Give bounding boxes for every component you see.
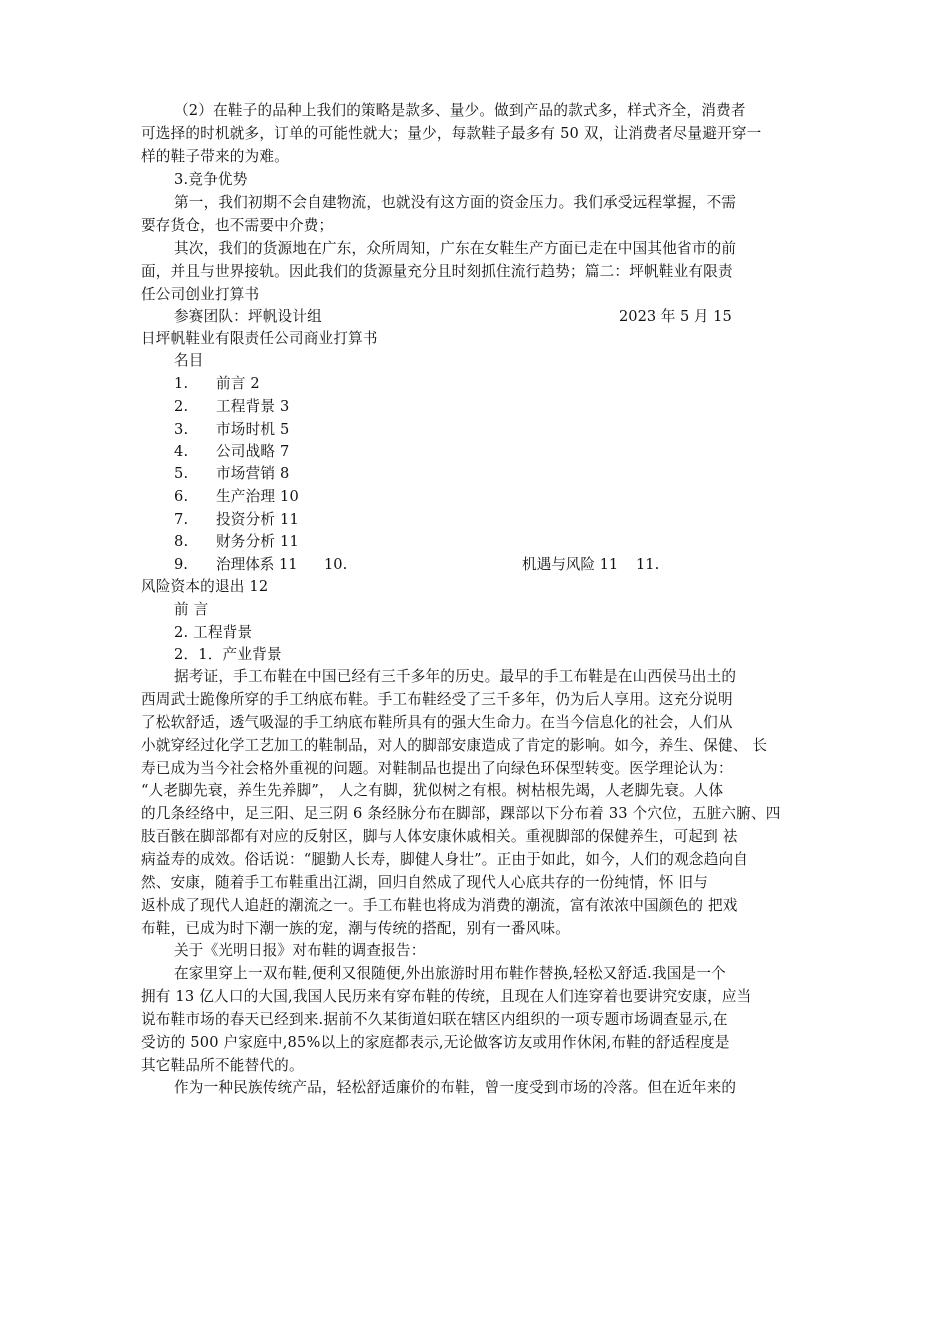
toc-item	[174, 486, 844, 508]
text-line: 布鞋，已成为时下潮一族的宠，潮与传统的搭配，别有一番风味。	[141, 920, 571, 937]
text-line: （2）在鞋子的品种上我们的策略是款多、量少。做到产品的款式多，样式齐全，消费者	[174, 102, 746, 119]
text-line: 第一，我们初期不会自建物流，也就没有这方面的资金压力。我们承受远程掌握，不需	[174, 194, 737, 211]
toc-number: 4.	[174, 443, 189, 460]
text-line: 然、安康，随着手工布鞋重出江湖，回归自然成了现代人心底共存的一份纯情，怀 旧与	[141, 874, 709, 891]
toc-number: 10.	[324, 556, 348, 573]
toc-label: 风险资本的退出 12	[141, 578, 269, 595]
toc-label: 治理体系 11	[216, 556, 298, 573]
toc-number: 6.	[174, 488, 189, 505]
section-heading: 2. 工程背景	[174, 624, 253, 641]
toc-number: 8.	[174, 533, 189, 550]
preface-heading: 前 言	[174, 601, 209, 618]
subsection-heading: 2．1．产业背景	[174, 646, 282, 663]
toc-number: 9.	[174, 556, 188, 573]
text-line: 要存货仓，也不需要中介费；	[141, 217, 334, 234]
toc-number: 11.	[636, 556, 660, 573]
text-line: 肢百骸在脚部都有对应的反射区，脚与人体安康休戚相关。重视脚部的保健养生，可起到 祛	[141, 828, 738, 845]
text-line: 作为一种民族传统产品，轻松舒适廉价的布鞋，曾一度受到市场的冷落。但在近年来的	[174, 1079, 737, 1096]
text-line: 的几条经络中，足三阳、足三阴 6 条经脉分布在脚部，踝部以下分布着 33 个穴位，五脏六腑、四	[141, 805, 781, 822]
text-line: “人老脚先衰，养生先养脚”， 人之有脚，犹似树之有根。树枯根先竭，人老脚先衰。人体	[141, 782, 724, 799]
toc-label: 财务分析 11	[216, 533, 299, 550]
doc-title-line: 日坪帆鞋业有限责任公司商业打算书	[141, 330, 378, 347]
toc-item	[174, 396, 844, 418]
text-line: 小就穿经过化学工艺加工的鞋制品，对人的脚部安康造成了肯定的影响。如今，养生、保健、 长	[141, 737, 768, 754]
date-text: 2023 年 5 月 15	[619, 308, 732, 325]
text-line: 任公司创业打算书	[141, 286, 260, 303]
toc-label: 机遇与风险 11	[522, 556, 619, 573]
toc-label: 生产治理 10	[216, 488, 299, 505]
section-heading: 3.竞争优势	[174, 171, 248, 188]
toc-label: 市场营销 8	[216, 465, 290, 482]
text-line: 寿已成为当今社会格外重视的问题。对鞋制品也提出了向绿色环保型转变。医学理论认为：	[141, 760, 733, 777]
toc-number: 5.	[174, 465, 189, 482]
report-heading: 关于《光明日报》对布鞋的调查报告：	[174, 942, 426, 959]
toc-number: 3.	[174, 421, 189, 438]
toc-label: 市场时机 5	[216, 421, 290, 438]
toc-item	[174, 441, 844, 463]
toc-item	[174, 509, 844, 531]
text-line: 返朴成了现代人追赶的潮流之一。手工布鞋也将成为消费的潮流，富有浓浓中国颜色的 把戏	[141, 897, 738, 914]
toc-number: 7.	[174, 511, 189, 528]
text-line: 据考证，手工布鞋在中国已经有三千多年的历史。最早的手工布鞋是在山西侯马出土的	[174, 668, 737, 685]
toc-label: 前言 2	[216, 375, 260, 392]
toc-heading: 名目	[174, 352, 204, 369]
toc-number: 1.	[174, 375, 189, 392]
toc-label: 公司战略 7	[216, 443, 290, 460]
text-line: 西周武士跪像所穿的手工纳底布鞋。手工布鞋经受了三千多年，仍为后人享用。这充分说明	[141, 691, 733, 708]
text-line: 了松软舒适，透气吸湿的手工纳底布鞋所具有的强大生命力。在当今信息化的社会，人们从	[141, 714, 733, 731]
toc-item	[174, 463, 844, 485]
toc-label: 工程背景 3	[216, 398, 290, 415]
text-line: 拥有 13 亿人口的大国,我国人民历来有穿布鞋的传统，且现在人们连穿着也要讲究安康，应当	[141, 988, 752, 1005]
text-line: 说布鞋市场的春天已经到来.据前不久某街道妇联在辖区内组织的一项专题市场调查显示,在	[141, 1011, 728, 1028]
text-line: 面，并且与世界接轨。因此我们的货源量充分且时刻抓住流行趋势；篇二：坪帆鞋业有限责	[141, 263, 733, 280]
text-line: 在家里穿上一双布鞋,便利又很随便,外出旅游时用布鞋作替换,轻松又舒适.我国是一个	[174, 965, 726, 982]
toc-item	[174, 373, 844, 395]
team-label: 参赛团队：坪帆设计组	[174, 308, 322, 325]
toc-item	[174, 419, 844, 441]
toc-label: 投资分析 11	[216, 511, 299, 528]
text-line: 其它鞋品所不能替代的。	[141, 1057, 304, 1074]
text-line: 病益寿的成效。俗话说：“腿勤人长寿，脚健人身壮”。正由于如此，如今，人们的观念趋向自	[141, 851, 749, 868]
text-line: 其次，我们的货源地在广东，众所周知，广东在女鞋生产方面已走在中国其他省市的前	[174, 240, 737, 257]
toc-number: 2.	[174, 398, 189, 415]
text-line: 可选择的时机就多，订单的可能性就大；量少，每款鞋子最多有 50 双，让消费者尽量避开穿一	[141, 125, 762, 142]
text-line: 样的鞋子带来的为难。	[141, 148, 289, 165]
toc-item	[174, 531, 844, 553]
text-line: 受访的 500 户家庭中,85%以上的家庭都表示,无论做客访友或用作休闲,布鞋的舒适程度是	[141, 1034, 730, 1051]
